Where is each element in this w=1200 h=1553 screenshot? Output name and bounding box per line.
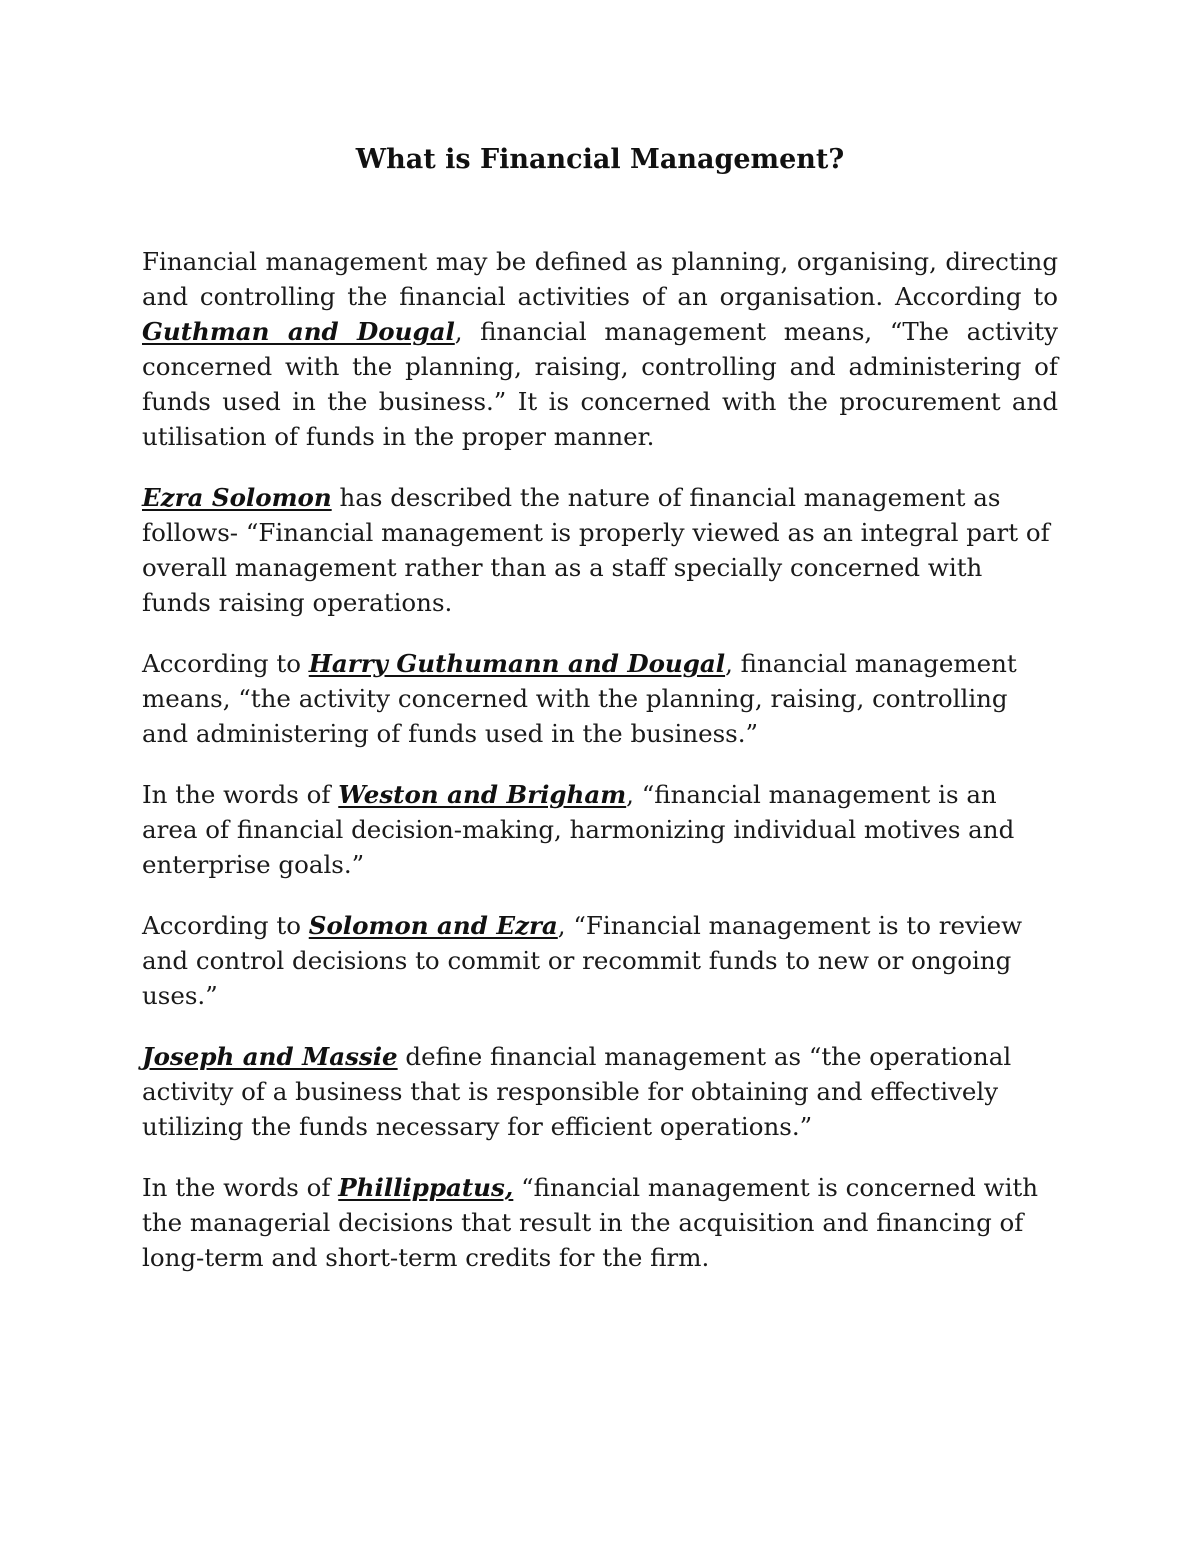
paragraph-text: , financial management means, “The activity concerned with the planning, raising, controlling and administering of funds used in the business.” It is concerned with the procurement and utilisation of funds in the proper manner. xyxy=(142,317,1058,451)
paragraph-harry-guthumann xyxy=(142,646,1058,751)
author-name: Guthman and Dougal xyxy=(142,317,455,346)
author-name: Joseph and Massie xyxy=(142,1042,398,1071)
document-body xyxy=(142,140,1058,1301)
paragraph-weston-brigham xyxy=(142,777,1058,882)
paragraph-text: has described the nature of financial management as follows- “Financial management is properly viewed as an integral part of overall management rather than as a staff specially concerned with funds raising operations. xyxy=(142,483,1050,617)
author-name: Solomon and Ezra xyxy=(308,911,558,940)
paragraph-text: define financial management as “the operational activity of a business that is responsible for obtaining and effectively utilizing the funds necessary for efficient operations.” xyxy=(142,1042,1012,1141)
paragraph-text: Financial management may be defined as planning, organising, directing and controlling the financial activities of an organisation. According to xyxy=(142,247,1058,311)
paragraph-text: In the words of xyxy=(142,1173,339,1202)
paragraph-text: “financial management is concerned with the managerial decisions that result in the acquisition and financing of long-term and short-term credits for the firm. xyxy=(142,1173,1039,1272)
paragraph-phillippatus xyxy=(142,1170,1058,1275)
paragraph-solomon-ezra xyxy=(142,908,1058,1013)
author-name: Harry Guthumann and Dougal xyxy=(308,649,726,678)
author-name: Ezra Solomon xyxy=(142,483,332,512)
author-name: Weston and Brigham xyxy=(338,780,627,809)
paragraph-ezra-solomon xyxy=(142,480,1058,620)
page-title: What is Financial Management? xyxy=(355,144,845,175)
paragraph-definition xyxy=(142,244,1058,454)
author-name: Phillippatus, xyxy=(338,1173,514,1202)
paragraph-text: According to xyxy=(142,911,309,940)
paragraph-joseph-massie xyxy=(142,1039,1058,1144)
paragraph-text: In the words of xyxy=(142,780,339,809)
paragraph-text: , “financial management is an area of financial decision-making, harmonizing individual motives and enterprise goals.” xyxy=(142,780,1015,879)
paragraph-text: , financial management means, “the activity concerned with the planning, raising, controlling and administering of funds used in the business.” xyxy=(142,649,1017,748)
paragraph-text: , “Financial management is to review and control decisions to commit or recommit funds to new or ongoing uses.” xyxy=(142,911,1023,1010)
paragraph-text: According to xyxy=(142,649,309,678)
